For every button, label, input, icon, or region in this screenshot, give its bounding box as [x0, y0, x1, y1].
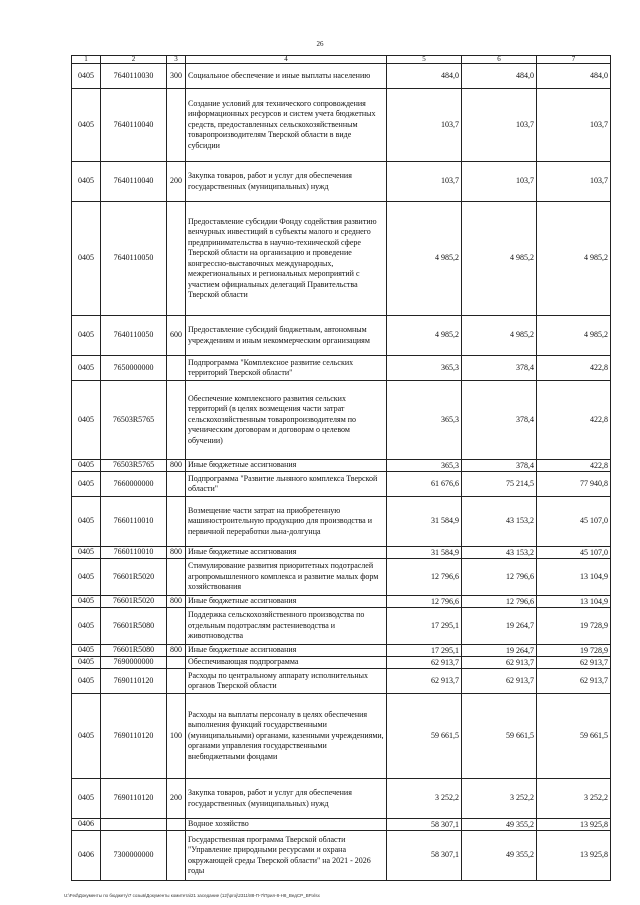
amount-year2-cell: 4 985,2: [462, 202, 537, 316]
expense-type-cell: 800: [167, 460, 186, 472]
target-article-cell: [101, 819, 167, 831]
target-article-cell: 7690110120: [101, 694, 167, 779]
amount-year2-cell: 19 264,7: [462, 645, 537, 657]
amount-year2-cell: 62 913,7: [462, 669, 537, 694]
amount-year1-cell: 59 661,5: [387, 694, 462, 779]
target-article-cell: 7660000000: [101, 472, 167, 497]
amount-year1-cell: 61 676,6: [387, 472, 462, 497]
table-row: [72, 316, 611, 356]
table-row: [72, 596, 611, 608]
expense-type-cell: 300: [167, 64, 186, 89]
amount-year2-cell: 103,7: [462, 89, 537, 162]
amount-year1-cell: 17 295,1: [387, 645, 462, 657]
table-row: [72, 645, 611, 657]
column-number-header: [72, 56, 611, 64]
target-article-cell: 7640110030: [101, 64, 167, 89]
amount-year3-cell: 13 925,8: [537, 831, 611, 881]
expense-type-cell: [167, 657, 186, 669]
amount-year1-cell: 17 295,1: [387, 608, 462, 645]
amount-year2-cell: 378,4: [462, 381, 537, 460]
section-code-cell: 0405: [72, 460, 101, 472]
column-header: 6: [462, 56, 537, 64]
table-row: [72, 669, 611, 694]
section-code-cell: 0405: [72, 608, 101, 645]
table-row: [72, 608, 611, 645]
amount-year3-cell: 45 107,0: [537, 497, 611, 547]
amount-year3-cell: 103,7: [537, 89, 611, 162]
section-code-cell: 0405: [72, 316, 101, 356]
target-article-cell: 7640110040: [101, 162, 167, 202]
amount-year3-cell: 4 985,2: [537, 316, 611, 356]
section-code-cell: 0405: [72, 547, 101, 559]
amount-year3-cell: 62 913,7: [537, 669, 611, 694]
target-article-cell: 7690110120: [101, 779, 167, 819]
table-row: [72, 559, 611, 596]
table-row: [72, 472, 611, 497]
item-name-cell: Подпрограмма "Развитие льняного комплекса Тверской области": [186, 472, 387, 497]
amount-year2-cell: 62 913,7: [462, 657, 537, 669]
table-row: [72, 819, 611, 831]
table-row: [72, 202, 611, 316]
item-name-cell: Иные бюджетные ассигнования: [186, 645, 387, 657]
item-name-cell: Закупка товаров, работ и услуг для обеспечения государственных (муниципальных) нужд: [186, 779, 387, 819]
section-code-cell: 0405: [72, 472, 101, 497]
section-code-cell: 0405: [72, 202, 101, 316]
amount-year2-cell: 49 355,2: [462, 819, 537, 831]
amount-year1-cell: 62 913,7: [387, 669, 462, 694]
section-code-cell: 0405: [72, 64, 101, 89]
item-name-cell: Государственная программа Тверской области "Управление природными ресурсами и охрана окружающей среды Тверской области" на 2021 - 2026 годы: [186, 831, 387, 881]
amount-year3-cell: 103,7: [537, 162, 611, 202]
expense-type-cell: 200: [167, 779, 186, 819]
item-name-cell: Иные бюджетные ассигнования: [186, 547, 387, 559]
amount-year3-cell: 4 985,2: [537, 202, 611, 316]
amount-year3-cell: 422,8: [537, 460, 611, 472]
expense-type-cell: [167, 608, 186, 645]
amount-year2-cell: 12 796,6: [462, 559, 537, 596]
target-article-cell: 7690110120: [101, 669, 167, 694]
amount-year1-cell: 365,3: [387, 381, 462, 460]
section-code-cell: 0405: [72, 497, 101, 547]
amount-year2-cell: 75 214,5: [462, 472, 537, 497]
amount-year3-cell: 19 728,9: [537, 645, 611, 657]
item-name-cell: Обеспечивающая подпрограмма: [186, 657, 387, 669]
amount-year3-cell: 422,8: [537, 381, 611, 460]
target-article-cell: 7660110010: [101, 547, 167, 559]
table-row: [72, 497, 611, 547]
expense-type-cell: [167, 356, 186, 381]
expense-type-cell: [167, 819, 186, 831]
table-row: [72, 460, 611, 472]
expense-type-cell: 200: [167, 162, 186, 202]
section-code-cell: 0406: [72, 831, 101, 881]
amount-year3-cell: 45 107,0: [537, 547, 611, 559]
expense-type-cell: [167, 497, 186, 547]
amount-year1-cell: 3 252,2: [387, 779, 462, 819]
file-path-footer: U:\Fed\Документы по бюджету\7 созыв\Документы комитета\21 заседание (12)\proj\2311\88-П-7\Прил-8-H8_ВедСР_ВР.xlsx: [64, 893, 320, 898]
expense-type-cell: [167, 831, 186, 881]
target-article-cell: 7640110050: [101, 316, 167, 356]
expense-type-cell: [167, 472, 186, 497]
section-code-cell: 0405: [72, 381, 101, 460]
amount-year1-cell: 12 796,6: [387, 596, 462, 608]
target-article-cell: 76503R5765: [101, 381, 167, 460]
amount-year2-cell: 378,4: [462, 356, 537, 381]
page-number: 26: [316, 40, 324, 48]
item-name-cell: Социальное обеспечение и иные выплаты населению: [186, 64, 387, 89]
target-article-cell: 7650000000: [101, 356, 167, 381]
column-header: 7: [537, 56, 611, 64]
amount-year2-cell: 43 153,2: [462, 547, 537, 559]
amount-year3-cell: 62 913,7: [537, 657, 611, 669]
section-code-cell: 0405: [72, 645, 101, 657]
amount-year1-cell: 58 307,1: [387, 831, 462, 881]
table-row: [72, 831, 611, 881]
target-article-cell: 7690000000: [101, 657, 167, 669]
expense-type-cell: [167, 202, 186, 316]
expense-type-cell: 800: [167, 645, 186, 657]
item-name-cell: Создание условий для технического сопровождения информационных ресурсов и систем учета бюджетных средств, предоставленных сельскохозяйственным товаропроизводителям Тверской области в виде субсидии: [186, 89, 387, 162]
column-header: 4: [186, 56, 387, 64]
amount-year3-cell: 422,8: [537, 356, 611, 381]
table-row: [72, 657, 611, 669]
target-article-cell: 7640110040: [101, 89, 167, 162]
section-code-cell: 0405: [72, 596, 101, 608]
expense-type-cell: 100: [167, 694, 186, 779]
amount-year1-cell: 103,7: [387, 162, 462, 202]
amount-year1-cell: 365,3: [387, 356, 462, 381]
amount-year3-cell: 13 104,9: [537, 559, 611, 596]
expense-type-cell: [167, 381, 186, 460]
column-header: 5: [387, 56, 462, 64]
item-name-cell: Водное хозяйство: [186, 819, 387, 831]
budget-table: [71, 55, 611, 881]
expense-type-cell: 800: [167, 547, 186, 559]
item-name-cell: Закупка товаров, работ и услуг для обеспечения государственных (муниципальных) нужд: [186, 162, 387, 202]
table-row: [72, 162, 611, 202]
section-code-cell: 0405: [72, 669, 101, 694]
item-name-cell: Иные бюджетные ассигнования: [186, 596, 387, 608]
table-row: [72, 779, 611, 819]
section-code-cell: 0405: [72, 89, 101, 162]
column-header: 1: [72, 56, 101, 64]
column-header: 3: [167, 56, 186, 64]
amount-year1-cell: 4 985,2: [387, 202, 462, 316]
section-code-cell: 0405: [72, 657, 101, 669]
amount-year2-cell: 49 355,2: [462, 831, 537, 881]
item-name-cell: Предоставление субсидий бюджетным, автономным учреждениям и иным некоммерческим организациям: [186, 316, 387, 356]
table-row: [72, 64, 611, 89]
amount-year1-cell: 103,7: [387, 89, 462, 162]
target-article-cell: 7640110050: [101, 202, 167, 316]
amount-year2-cell: 4 985,2: [462, 316, 537, 356]
amount-year1-cell: 62 913,7: [387, 657, 462, 669]
section-code-cell: 0405: [72, 559, 101, 596]
amount-year3-cell: 3 252,2: [537, 779, 611, 819]
target-article-cell: 76601R5020: [101, 559, 167, 596]
amount-year2-cell: 43 153,2: [462, 497, 537, 547]
expense-type-cell: [167, 669, 186, 694]
amount-year1-cell: 31 584,9: [387, 547, 462, 559]
item-name-cell: Поддержка сельскохозяйственного производства по отдельным подотраслям растениеводства и животноводства: [186, 608, 387, 645]
section-code-cell: 0406: [72, 819, 101, 831]
amount-year3-cell: 19 728,9: [537, 608, 611, 645]
expense-type-cell: 600: [167, 316, 186, 356]
target-article-cell: 76601R5080: [101, 608, 167, 645]
table-row: [72, 547, 611, 559]
target-article-cell: 7660110010: [101, 497, 167, 547]
amount-year2-cell: 484,0: [462, 64, 537, 89]
item-name-cell: Предоставление субсидии Фонду содействия развитию венчурных инвестиций в субъекты малого и среднего предпринимательства в научно-технической сфере Тверской области на организацию и проведение конгрессно-выставочных международных, межрегиональных и региональных мероприятий с участием официальных делегаций Правительства Тверской области: [186, 202, 387, 316]
amount-year3-cell: 484,0: [537, 64, 611, 89]
item-name-cell: Расходы на выплаты персоналу в целях обеспечения выполнения функций государственными (муниципальными) органами, казенными учреждениями, органами управления государственными внебюджетными фондами: [186, 694, 387, 779]
amount-year1-cell: 31 584,9: [387, 497, 462, 547]
amount-year2-cell: 19 264,7: [462, 608, 537, 645]
table-row: [72, 89, 611, 162]
amount-year2-cell: 103,7: [462, 162, 537, 202]
amount-year3-cell: 13 104,9: [537, 596, 611, 608]
amount-year2-cell: 378,4: [462, 460, 537, 472]
amount-year1-cell: 484,0: [387, 64, 462, 89]
amount-year2-cell: 12 796,6: [462, 596, 537, 608]
amount-year3-cell: 77 940,8: [537, 472, 611, 497]
item-name-cell: Стимулирование развития приоритетных подотраслей агропромышленного комплекса и развитие малых форм хозяйствования: [186, 559, 387, 596]
target-article-cell: 76503R5765: [101, 460, 167, 472]
section-code-cell: 0405: [72, 694, 101, 779]
target-article-cell: 76601R5080: [101, 645, 167, 657]
table-row: [72, 356, 611, 381]
expense-type-cell: 800: [167, 596, 186, 608]
item-name-cell: Иные бюджетные ассигнования: [186, 460, 387, 472]
expense-type-cell: [167, 559, 186, 596]
amount-year1-cell: 365,3: [387, 460, 462, 472]
amount-year2-cell: 3 252,2: [462, 779, 537, 819]
item-name-cell: Расходы по центральному аппарату исполнительных органов Тверской области: [186, 669, 387, 694]
item-name-cell: Обеспечение комплексного развития сельских территорий (в целях возмещения части затрат сельскохозяйственным товаропроизводителям по ученическим договорам и договорам о целевом обучении): [186, 381, 387, 460]
amount-year3-cell: 13 925,8: [537, 819, 611, 831]
amount-year1-cell: 12 796,6: [387, 559, 462, 596]
item-name-cell: Подпрограмма "Комплексное развитие сельских территорий Тверской области": [186, 356, 387, 381]
table-row: [72, 694, 611, 779]
amount-year1-cell: 58 307,1: [387, 819, 462, 831]
target-article-cell: 7300000000: [101, 831, 167, 881]
amount-year1-cell: 4 985,2: [387, 316, 462, 356]
expense-type-cell: [167, 89, 186, 162]
amount-year2-cell: 59 661,5: [462, 694, 537, 779]
target-article-cell: 76601R5020: [101, 596, 167, 608]
table-row: [72, 381, 611, 460]
column-header: 2: [101, 56, 167, 64]
amount-year3-cell: 59 661,5: [537, 694, 611, 779]
section-code-cell: 0405: [72, 162, 101, 202]
section-code-cell: 0405: [72, 356, 101, 381]
section-code-cell: 0405: [72, 779, 101, 819]
item-name-cell: Возмещение части затрат на приобретенную машиностроительную продукцию для производства и первичной переработки льна-долгунца: [186, 497, 387, 547]
